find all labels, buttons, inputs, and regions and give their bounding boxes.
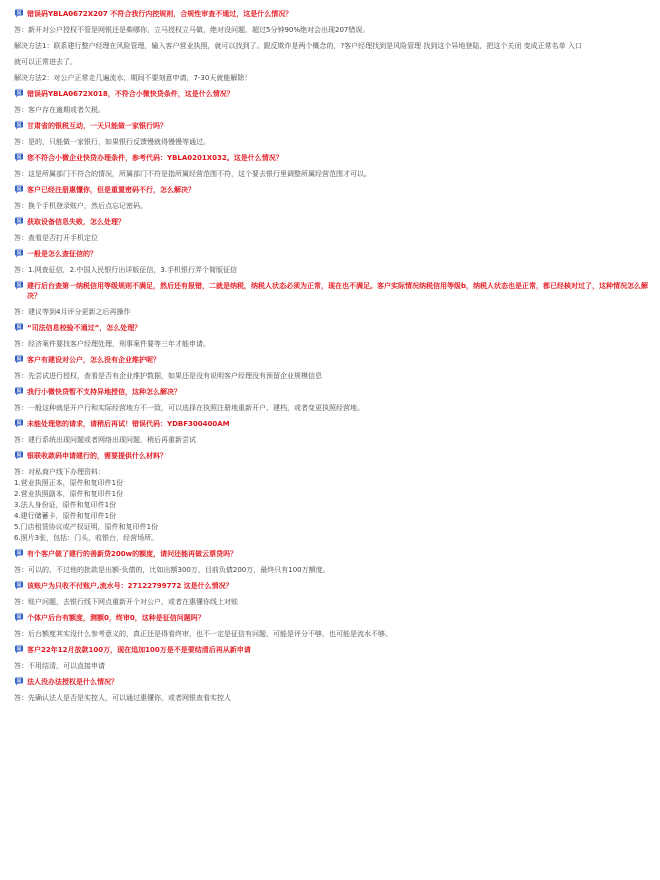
svg-text:问: 问 <box>16 10 22 17</box>
svg-text:问: 问 <box>16 388 22 395</box>
answer: 答：建议等到4月评分更新之后再操作 <box>14 308 131 316</box>
answer: 1.营业执照正本，原件和复印件1份 <box>14 479 124 487</box>
question-icon <box>14 355 24 364</box>
answer: 答：是的，只能做一家银行，如果银行反馈慢就得慢慢等通过。 <box>14 138 210 146</box>
question-icon <box>14 549 24 558</box>
question <box>14 249 650 259</box>
question-icon <box>14 581 24 590</box>
svg-text:问: 问 <box>16 420 22 427</box>
question <box>14 613 650 623</box>
answer: 答：这是所属部门不符合的情况，所属部门不符是指所属经营范围不符，这个要去银行里调整所属经营范围才可以。 <box>14 170 371 178</box>
question-text: 银联收款码申请建行的，需要提供什么材料？ <box>27 452 167 460</box>
svg-text:问: 问 <box>16 218 22 225</box>
question-text: 建行后台查第一纳税信用等级规则不满足，然后还有报错，二就是纳税，纳税人状态必须为正常，现在也不满足。客户实际情况纳税信用等级b，纳税人状态也是正常，都已经核对过了，这种情况怎么解决？ <box>27 282 649 300</box>
question-icon <box>14 281 24 290</box>
svg-text:问: 问 <box>16 452 22 459</box>
svg-text:问: 问 <box>16 678 22 685</box>
question-text: 一般是怎么查征信的？ <box>27 250 97 258</box>
question-icon <box>14 323 24 332</box>
question <box>14 281 650 301</box>
answer: 6.照片3张，包括：门头，收银台，经营场所。 <box>14 534 159 542</box>
question-text: 甘肃省的银税互动，一天只能做一家银行吗？ <box>27 122 167 130</box>
answer: 4.建行储蓄卡，原件和复印件1份 <box>14 512 117 520</box>
question-text: 客户已经注册惠懂你，但是重置密码不行，怎么解决？ <box>27 186 195 194</box>
question-icon <box>14 9 24 18</box>
question-text: 该账户为只收不付账户,流水号：27122799772 这是什么情况？ <box>27 582 233 590</box>
svg-text:问: 问 <box>16 90 22 97</box>
question <box>14 645 650 655</box>
question <box>14 217 650 227</box>
question-text: 客户22年12月放款100万，现在追加100万是不是要结清后再从新申请 <box>27 646 251 654</box>
question-text: 错误码YBLA0672X207 不符合我行内控规则，合规性审查不通过，这是什么情况？ <box>27 10 293 18</box>
answer: 3.法人身份证，原件和复印件1份 <box>14 501 117 509</box>
question <box>14 89 650 99</box>
answer: 答：经济案件要找客户经理处理，刑事案件要等三年才能申请。 <box>14 340 210 348</box>
answer: 答：账户问题，去银行线下网点重新开个对公户，或者在惠懂你线上对账 <box>14 598 238 606</box>
question-icon <box>14 249 24 258</box>
question-icon <box>14 419 24 428</box>
answer: 解决方法2：对公户正常走几遍流水，期间不要刻意申请，7-30天就能解除！ <box>14 74 252 82</box>
question-icon <box>14 217 24 226</box>
question-icon <box>14 185 24 194</box>
question-icon <box>14 677 24 686</box>
question-icon <box>14 121 24 130</box>
question <box>14 419 650 429</box>
question-text: 获取设备信息失败，怎么处理？ <box>27 218 125 226</box>
question-icon <box>14 387 24 396</box>
question <box>14 387 650 397</box>
answer: 答：客户存在逾期或者欠税。 <box>14 106 105 114</box>
question-text: 个体户后台有额度，测额0，终审0，这种是征信问题吗？ <box>27 614 205 622</box>
question-text: 错误码YBLA0672X018，不符合小微快贷条件，这是什么情况？ <box>27 90 234 98</box>
question-icon <box>14 613 24 622</box>
question <box>14 677 650 687</box>
answer: 5.门店租赁协议或产权证明，原件和复印件1份 <box>14 523 159 531</box>
answer: 答：一般这种就是开户行和实际经营地方不一致，可以选择在执照注册地重新开户、建档，或者变更执照经营地。 <box>14 404 364 412</box>
answer: 答：后台额度其实没什么参考意义的，真正还是得看终审，也不一定是征信有问题，可能是评分不够，也可能是流水不够。 <box>14 630 392 638</box>
question-icon <box>14 645 24 654</box>
question <box>14 153 650 163</box>
answer: 解决方法1：联系建行整户经理在风险管理，输入客户营业执照，就可以找到了。跟反欺诈是两个概念的，?客户经理找到是风险管理 找到这个异地登陆，把这个关闭 变成正常名单 入口 <box>14 42 582 50</box>
answer: 答：对私商户线下办理资料： <box>14 468 105 476</box>
answer: 答：换个手机登录账户，然后点忘记密码。 <box>14 202 147 210</box>
question-icon <box>14 451 24 460</box>
question <box>14 185 650 195</box>
svg-text:问: 问 <box>16 646 22 653</box>
question-text: 有个客户做了建行的善新贷200w的额度，请问还能再做云票贷吗？ <box>27 550 238 558</box>
question <box>14 355 650 365</box>
question-text: 客户有建设对公户，怎么没有企业维护呢？ <box>27 356 160 364</box>
question-text: 我行小微快贷暂不支持异地授信，这种怎么解决？ <box>27 388 181 396</box>
answer: 2.营业执照副本，原件和复印件1份 <box>14 490 124 498</box>
answer: 答：先确认法人是否是实控人，可以通过惠懂你，或者网银查看实控人 <box>14 694 231 702</box>
answer: 答：可以的，不过他的批款是出额-负债的，比如出额300万，目前负债200万，最终只有100万额度。 <box>14 566 330 574</box>
svg-text:问: 问 <box>16 614 22 621</box>
svg-text:问: 问 <box>16 582 22 589</box>
svg-text:问: 问 <box>16 154 22 161</box>
question-text: 法人没办法授权是什么情况？ <box>27 678 118 686</box>
question <box>14 549 650 559</box>
question-text: “司法信息校验不通过”，怎么处理？ <box>27 324 142 332</box>
question-icon <box>14 89 24 98</box>
question-icon <box>14 153 24 162</box>
answer: 答：建行系统出现问题或者网络出现问题，稍后再重新尝试 <box>14 436 196 444</box>
answer: 答：1.网查征信，2.中国人民银行出详版征信，3.手机银行弄个简版征信 <box>14 266 238 274</box>
question <box>14 121 650 131</box>
answer: 就可以正常进去了。 <box>14 58 77 66</box>
answer: 答：先尝试进行授权，查看是否有企业维护数据，如果还是没有说明客户经理没有预留企业规模信息 <box>14 372 322 380</box>
svg-text:问: 问 <box>16 250 22 257</box>
question <box>14 9 650 19</box>
question <box>14 323 650 333</box>
question <box>14 581 650 591</box>
svg-text:问: 问 <box>16 550 22 557</box>
svg-text:问: 问 <box>16 356 22 363</box>
svg-text:问: 问 <box>16 122 22 129</box>
answer: 答：查看是否打开手机定位 <box>14 234 98 242</box>
question-text: 未能处理您的请求，请稍后再试！错误代码：YDBF300400AM <box>27 420 230 428</box>
answer: 答：新开对公户授权不管是网银还是柴哪你，立马授权立马做，绝对没问题，超过5分钟90%绝对会出现207错误。 <box>14 26 370 34</box>
svg-text:问: 问 <box>16 282 22 289</box>
question <box>14 451 650 461</box>
answer: 答：不用结清，可以直接申请 <box>14 662 105 670</box>
svg-text:问: 问 <box>16 186 22 193</box>
svg-text:问: 问 <box>16 324 22 331</box>
question-text: 您不符合小微企业快贷办理条件，参考代码：YBLA0201X032。这是什么情况？ <box>27 154 283 162</box>
